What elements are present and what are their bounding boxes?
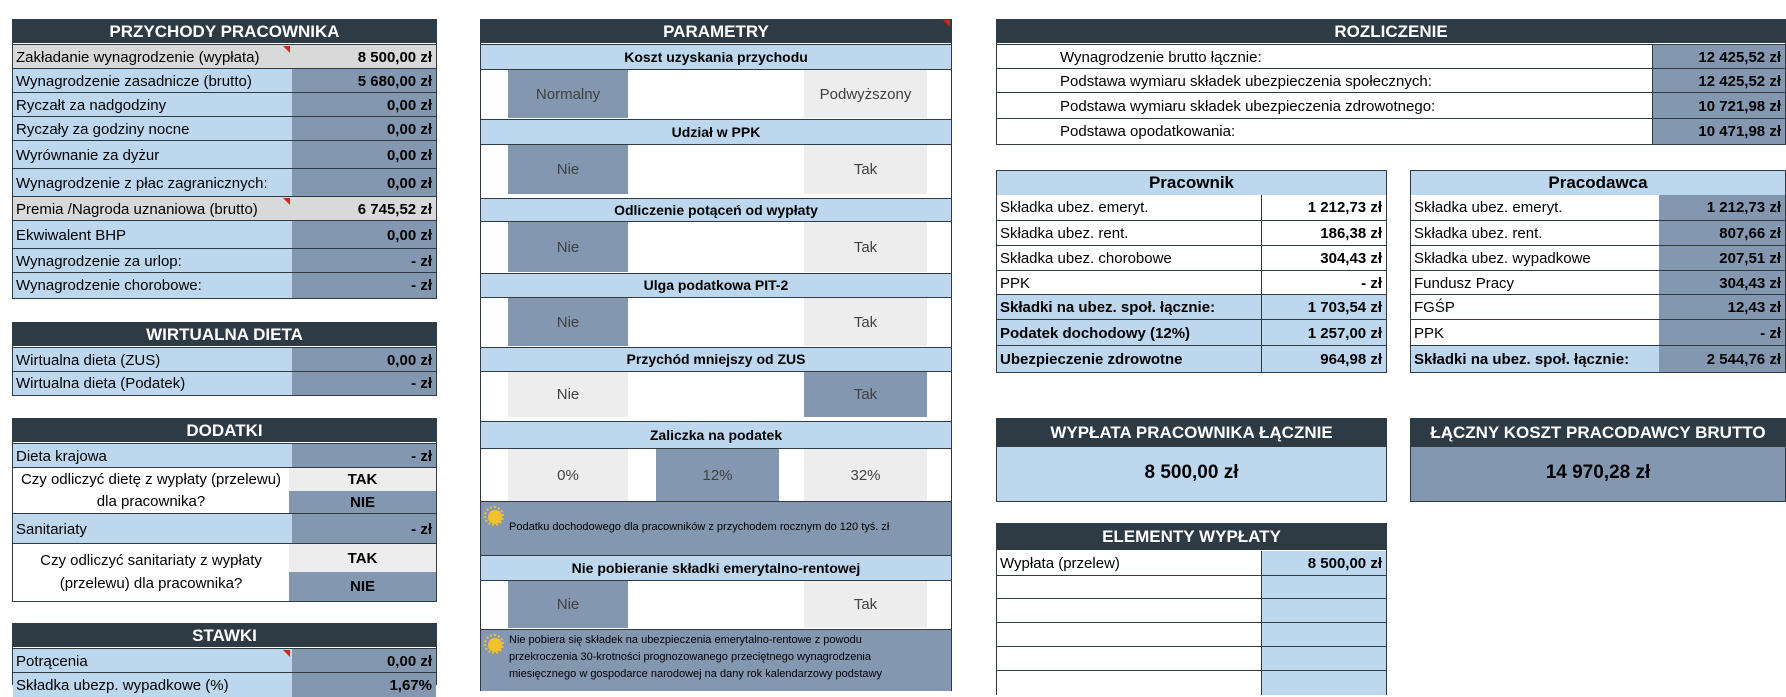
- pracownik-label: Podatek dochodowy (12%): [997, 320, 1262, 346]
- wyplata-title: WYPŁATA PRACOWNIKA ŁĄCZNIE: [997, 419, 1386, 447]
- income-value[interactable]: 0,00 zł: [292, 169, 436, 197]
- income-label: Ryczały za godziny nocne: [13, 117, 292, 141]
- parametry-panel: [480, 19, 952, 691]
- option-nie[interactable]: Nie: [508, 372, 628, 417]
- elementy-row[interactable]: [997, 551, 1386, 575]
- emeryt-note: [481, 629, 951, 691]
- lightbulb-icon: [488, 638, 502, 652]
- income-row[interactable]: [13, 44, 436, 69]
- income-row[interactable]: [13, 140, 436, 169]
- rozliczenie-value: 12 425,52 zł: [1653, 45, 1785, 69]
- pracodawca-label: Składka ubez. rent.: [1411, 221, 1659, 246]
- pracodawca-value: - zł: [1659, 320, 1785, 346]
- pracownik-value: 1 212,73 zł: [1262, 195, 1386, 220]
- dieta-label: Wirtualna dieta (ZUS): [13, 348, 292, 372]
- income-row[interactable]: [13, 196, 436, 221]
- comment-marker[interactable]: [283, 650, 290, 657]
- income-row[interactable]: [13, 272, 436, 298]
- elementy-title: ELEMENTY WYPŁATY: [997, 524, 1386, 550]
- rozliczenie-value: 10 721,98 zł: [1653, 93, 1785, 119]
- rozliczenie-value: 12 425,52 zł: [1653, 69, 1785, 93]
- option-0-percent[interactable]: 0%: [508, 449, 628, 501]
- zaliczka-section-title: Zaliczka na podatek: [481, 421, 951, 449]
- pracownik-row: [997, 294, 1386, 320]
- income-value[interactable]: 6 745,52 zł: [292, 197, 436, 221]
- pracodawca-label: Fundusz Pracy: [1411, 271, 1659, 295]
- pracodawca-panel: [1410, 170, 1786, 373]
- rozliczenie-panel: [996, 19, 1786, 145]
- pracownik-label: Składka ubez. emeryt.: [997, 195, 1262, 220]
- pracownik-value: 186,38 zł: [1262, 221, 1386, 246]
- note-line: przekroczenia 30-krotności prognozowanego przeciętnego wynagrodzenia: [509, 651, 871, 663]
- potracenia-label: Potrącenia: [13, 649, 292, 673]
- potracenia-value[interactable]: 0,00 zł: [292, 649, 436, 673]
- income-row[interactable]: [13, 92, 436, 117]
- comment-marker[interactable]: [283, 198, 290, 205]
- option-tak[interactable]: TAK: [289, 468, 436, 491]
- elementy-value[interactable]: 8 500,00 zł: [1262, 551, 1386, 575]
- option-nie[interactable]: Nie: [508, 581, 628, 628]
- potracenia-row[interactable]: [13, 648, 436, 673]
- przychody-panel: [12, 19, 437, 299]
- option-nie[interactable]: Nie: [508, 222, 628, 272]
- pracodawca-label: Składka ubez. wypadkowe: [1411, 246, 1659, 271]
- income-label: Ryczałt za nadgodziny: [13, 93, 292, 117]
- pracodawca-label: Składka ubez. emeryt.: [1411, 195, 1659, 220]
- rozliczenie-label: Podstawa wymiaru składek ubezpieczenia zdrowotnego:: [997, 93, 1653, 119]
- pracodawca-row: [1411, 294, 1785, 320]
- pracownik-value: 304,43 zł: [1262, 246, 1386, 271]
- rozliczenie-value: 10 471,98 zł: [1653, 119, 1785, 144]
- odlicz-diete-question: [13, 467, 436, 514]
- stawki-title: STAWKI: [13, 624, 436, 647]
- income-label: Zakładanie wynagrodzenie (wypłata): [13, 45, 292, 69]
- pracownik-row: [997, 270, 1386, 295]
- stawki-panel: [12, 623, 437, 694]
- pracownik-label: Ubezpieczenie zdrowotne: [997, 346, 1262, 372]
- option-tak[interactable]: Tak: [804, 145, 927, 194]
- tax-note: [481, 501, 951, 556]
- sanitariaty-row[interactable]: [13, 513, 436, 544]
- pracownik-label: Składki na ubez. społ. łącznie:: [997, 295, 1262, 320]
- sanitariaty-value[interactable]: - zł: [292, 514, 436, 544]
- option-32-percent[interactable]: 32%: [804, 449, 927, 501]
- dieta-krajowa-label: Dieta krajowa: [13, 444, 292, 468]
- elementy-row[interactable]: [997, 622, 1386, 647]
- comment-marker[interactable]: [283, 46, 290, 53]
- tax-note-text: Podatku dochodowego dla pracowników z przychodem rocznym do 120 tyś. zł: [509, 521, 890, 533]
- pracownik-value: - zł: [1262, 271, 1386, 295]
- income-label: Wynagrodzenie z płac zagranicznych:: [13, 169, 292, 197]
- question-line: Czy odliczyć dietę z wypłaty (przelewu): [20, 471, 282, 488]
- pracodawca-row: [1411, 195, 1785, 220]
- income-row[interactable]: [13, 68, 436, 93]
- rozliczenie-row: [997, 118, 1785, 144]
- rozliczenie-row: [997, 68, 1785, 93]
- koszt-value: 14 970,28 zł: [1545, 462, 1651, 483]
- dieta-row[interactable]: [13, 371, 436, 395]
- elementy-row[interactable]: [997, 670, 1386, 695]
- rozliczenie-row: [997, 44, 1785, 69]
- pracownik-row: [997, 245, 1386, 271]
- parametry-title: PARAMETRY: [481, 20, 951, 43]
- pracownik-label: Składka ubez. rent.: [997, 221, 1262, 246]
- koszt-panel: [1410, 418, 1786, 502]
- rozliczenie-label: Wynagrodzenie brutto łącznie:: [997, 45, 1653, 69]
- option-normalny[interactable]: Normalny: [508, 70, 628, 118]
- income-label: Wynagrodzenie chorobowe:: [13, 273, 292, 298]
- stawka-value[interactable]: 1,67%: [292, 673, 436, 697]
- dieta-value[interactable]: - zł: [292, 372, 436, 395]
- option-nie[interactable]: NIE: [289, 491, 436, 514]
- pracodawca-value: 2 544,76 zł: [1659, 346, 1785, 372]
- odlicz-sanitariaty-question: [13, 543, 436, 601]
- question-line: Czy odliczyć sanitariaty z wypłaty: [40, 552, 262, 569]
- note-line: miesięcznego w gospodarce narodowej na dany rok kalendarzowy podstawy: [509, 668, 882, 680]
- wyplata-panel: [996, 418, 1387, 502]
- option-tak[interactable]: Tak: [804, 372, 927, 417]
- elementy-row[interactable]: [997, 646, 1386, 671]
- pracodawca-title: Pracodawca: [1411, 171, 1785, 196]
- option-nie[interactable]: Nie: [508, 298, 628, 346]
- pracodawca-value: 207,51 zł: [1659, 246, 1785, 271]
- pracownik-panel: [996, 170, 1387, 373]
- comment-marker[interactable]: [943, 20, 950, 27]
- lightbulb-icon: [488, 510, 502, 524]
- income-row[interactable]: [13, 220, 436, 249]
- pracodawca-value: 12,43 zł: [1659, 295, 1785, 320]
- pracownik-value: 1 703,54 zł: [1262, 295, 1386, 320]
- option-tak[interactable]: Tak: [804, 222, 927, 272]
- dieta-row[interactable]: [13, 347, 436, 372]
- pracodawca-label: FGŚP: [1411, 295, 1659, 320]
- pracodawca-row: [1411, 345, 1785, 372]
- income-label: Premia /Nagroda uznaniowa (brutto): [13, 197, 292, 221]
- pracownik-title: Pracownik: [997, 171, 1386, 196]
- pracodawca-label: Składki na ubez. społ. łącznie:: [1411, 346, 1659, 372]
- rozliczenie-label: Podstawa opodatkowania:: [997, 119, 1653, 144]
- sanitariaty-label: Sanitariaty: [13, 514, 292, 544]
- option-nie[interactable]: Nie: [508, 145, 628, 194]
- stawka-row[interactable]: [13, 672, 436, 697]
- pracodawca-value: 304,43 zł: [1659, 271, 1785, 295]
- wyplata-value: 8 500,00 zł: [1144, 462, 1239, 483]
- dieta-krajowa-row[interactable]: [13, 443, 436, 468]
- option-tak[interactable]: Tak: [804, 298, 927, 346]
- income-row[interactable]: [13, 116, 436, 141]
- income-value[interactable]: 0,00 zł: [292, 221, 436, 249]
- income-value[interactable]: - zł: [292, 273, 436, 298]
- dodatki-title: DODATKI: [13, 419, 436, 442]
- income-value[interactable]: 0,00 zł: [292, 141, 436, 169]
- dieta-label: Wirtualna dieta (Podatek): [13, 372, 292, 395]
- dieta-krajowa-value[interactable]: - zł: [292, 444, 436, 468]
- elementy-panel: [996, 523, 1387, 695]
- pracownik-row: [997, 195, 1386, 220]
- pracownik-row: [997, 345, 1386, 372]
- option-tak[interactable]: Tak: [804, 581, 927, 628]
- income-value[interactable]: 5 680,00 zł: [292, 69, 436, 93]
- przychody-title: PRZYCHODY PRACOWNIKA: [13, 20, 436, 43]
- rozliczenie-title: ROZLICZENIE: [997, 20, 1785, 43]
- option-tak[interactable]: TAK: [289, 544, 436, 572]
- pracodawca-label: PPK: [1411, 320, 1659, 346]
- pracodawca-row: [1411, 270, 1785, 295]
- income-value[interactable]: 0,00 zł: [292, 117, 436, 141]
- dieta-value[interactable]: 0,00 zł: [292, 348, 436, 372]
- income-row[interactable]: [13, 248, 436, 273]
- pracownik-label: PPK: [997, 271, 1262, 295]
- note-line: Nie pobiera się składek na ubezpieczenia emerytalno-rentowe z powodu: [509, 634, 862, 646]
- pracownik-value: 964,98 zł: [1262, 346, 1386, 372]
- emeryt-section-title: Nie pobieranie składki emerytalno-rentowej: [481, 555, 951, 581]
- elementy-label: Wypłata (przelew): [997, 551, 1262, 575]
- stawka-label: Składka ubezp. wypadkowe (%): [13, 673, 292, 697]
- koszt-title: ŁĄCZNY KOSZT PRACODAWCY BRUTTO: [1411, 419, 1785, 447]
- pracownik-row: [997, 220, 1386, 246]
- zus-section-title: Przychód mniejszy od ZUS: [481, 347, 951, 372]
- rozliczenie-label: Podstawa wymiaru składek ubezpieczenia społecznych:: [997, 69, 1653, 93]
- income-label: Wyrównanie za dyżur: [13, 141, 292, 169]
- pracodawca-value: 1 212,73 zł: [1659, 195, 1785, 220]
- koszt-section-title: Koszt uzyskania przychodu: [481, 44, 951, 70]
- income-value[interactable]: 8 500,00 zł: [292, 45, 436, 69]
- dieta-panel: [12, 322, 437, 396]
- income-label: Ekwiwalent BHP: [13, 221, 292, 249]
- pracownik-value: 1 257,00 zł: [1262, 320, 1386, 346]
- potracen-section-title: Odliczenie potąceń od wypłaty: [481, 198, 951, 222]
- pracodawca-row: [1411, 245, 1785, 271]
- dodatki-panel: [12, 418, 437, 602]
- question-line: (przelewu) dla pracownika?: [59, 575, 243, 592]
- option-nie[interactable]: NIE: [289, 572, 436, 601]
- ppk-section-title: Udział w PPK: [481, 119, 951, 145]
- income-label: Wynagrodzenie zasadnicze (brutto): [13, 69, 292, 93]
- income-label: Wynagrodzenie za urlop:: [13, 249, 292, 273]
- option-podwyzszony[interactable]: Podwyższony: [804, 70, 927, 118]
- pracodawca-value: 807,66 zł: [1659, 221, 1785, 246]
- elementy-row[interactable]: [997, 598, 1386, 623]
- income-value[interactable]: - zł: [292, 249, 436, 273]
- elementy-row[interactable]: [997, 575, 1386, 599]
- dieta-title: WIRTUALNA DIETA: [13, 323, 436, 346]
- pit2-section-title: Ulga podatkowa PIT-2: [481, 273, 951, 298]
- pracodawca-row: [1411, 220, 1785, 246]
- question-line: dla pracownika?: [96, 493, 206, 510]
- pracownik-label: Składka ubez. chorobowe: [997, 246, 1262, 271]
- pracownik-row: [997, 319, 1386, 346]
- income-value[interactable]: 0,00 zł: [292, 93, 436, 117]
- income-row[interactable]: [13, 168, 436, 197]
- pracodawca-row: [1411, 319, 1785, 346]
- rozliczenie-row: [997, 92, 1785, 119]
- option-12-percent[interactable]: 12%: [656, 449, 779, 501]
